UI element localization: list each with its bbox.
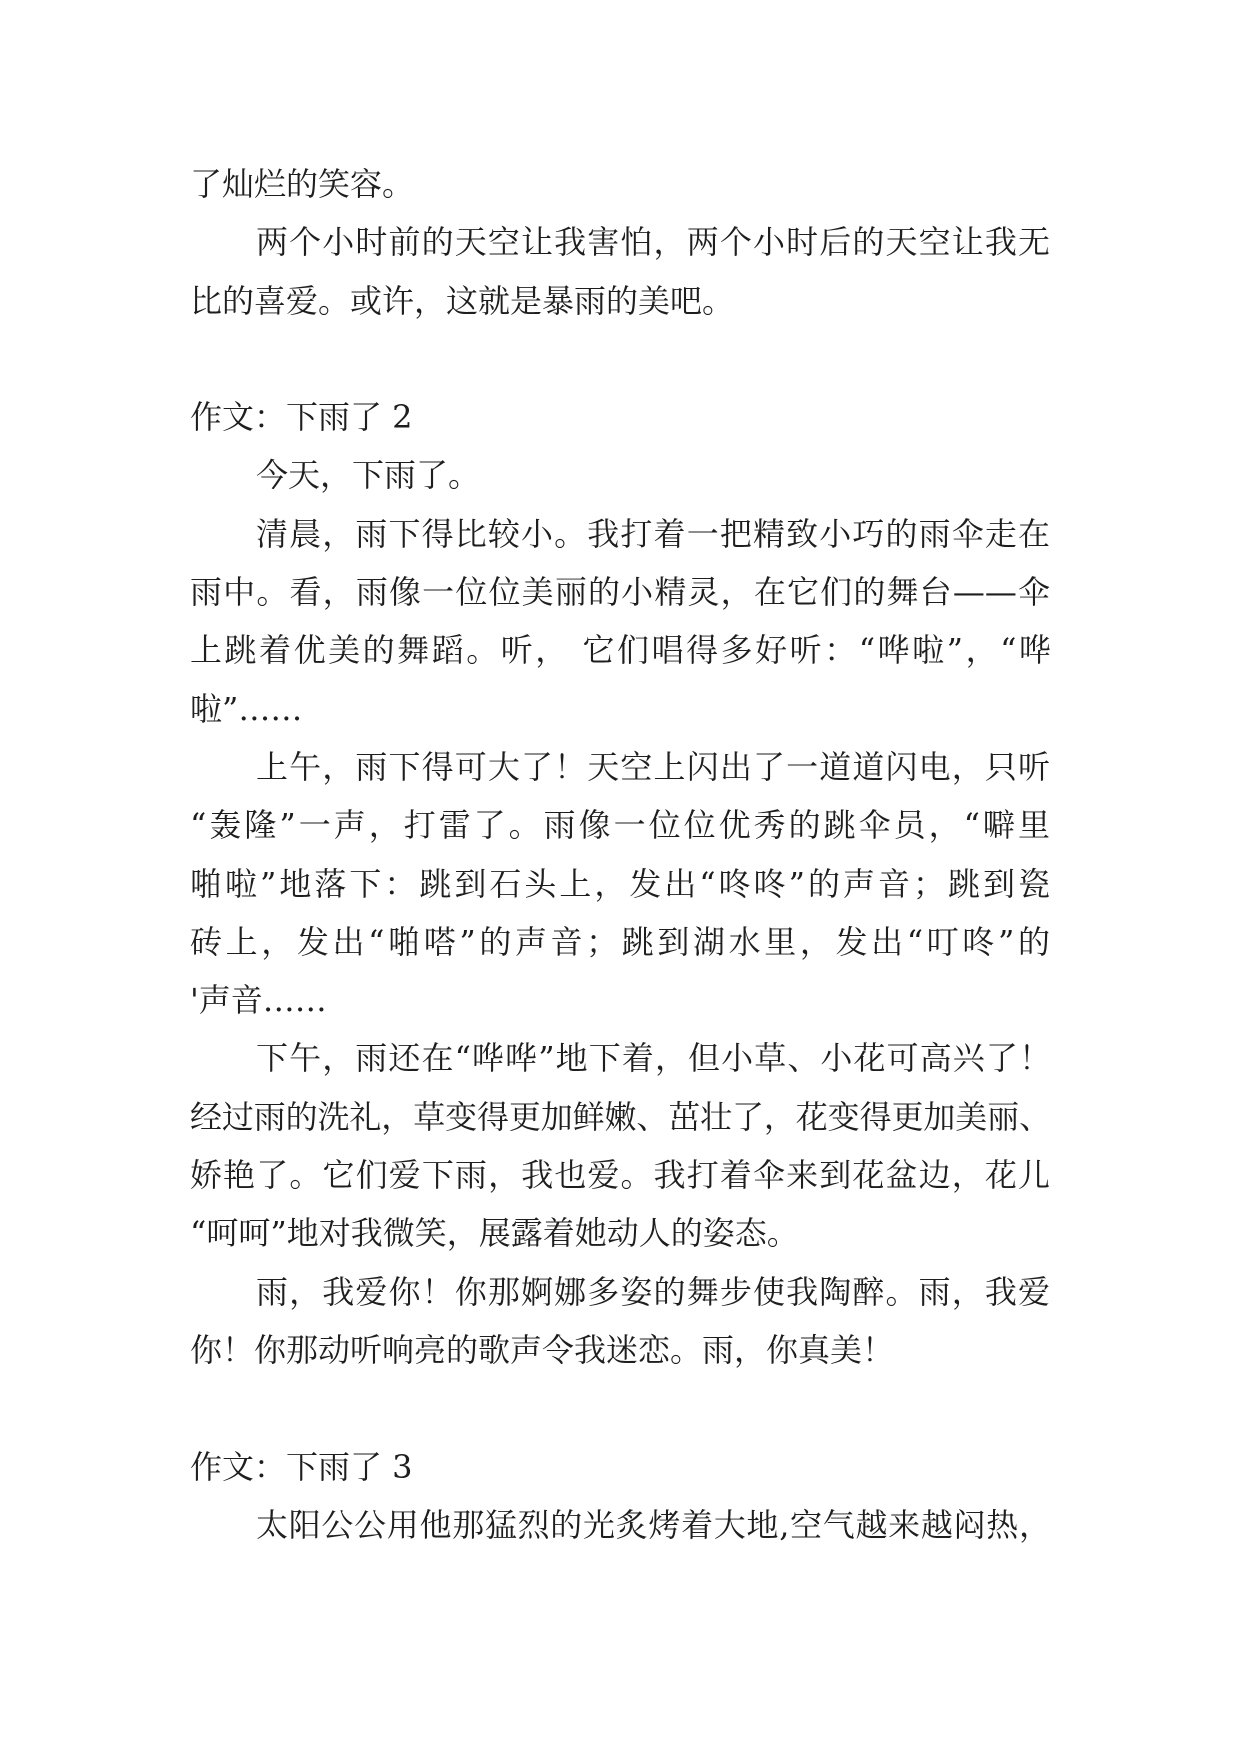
text-line: 雨中。看，雨像一位位美丽的小精灵，在它们的舞台——伞: [190, 573, 1050, 612]
text-line: 啪啦”地落下：跳到石头上，发出“咚咚”的声音；跳到瓷: [190, 864, 1050, 903]
paragraph-first-line: 今天，下雨了。: [256, 456, 481, 495]
text-line: 娇艳了。它们爱下雨，我也爱。我打着伞来到花盆边，花儿: [190, 1156, 1050, 1195]
paragraph-first-line: 清晨，雨下得比较小。我打着一把精致小巧的雨伞走在: [256, 514, 1050, 553]
text-line: 了灿烂的笑容。: [190, 165, 415, 203]
text-line: 比的喜爱。或许，这就是暴雨的美吧。: [190, 281, 735, 320]
text-line: “轰隆”一声，打雷了。雨像一位位优秀的跳伞员，“噼里: [190, 806, 1050, 845]
text-line: 啦”……: [190, 689, 303, 728]
blank-line: [190, 1379, 1050, 1437]
section-heading: 作文：下雨了 3: [190, 1447, 413, 1486]
text-line: 你！你那动听响亮的歌声令我迷恋。雨，你真美！: [190, 1330, 895, 1369]
text-line: 经过雨的洗礼，草变得更加鲜嫩、茁壮了，花变得更加美丽、: [190, 1097, 1050, 1136]
paragraph-first-line: 雨，我爱你！你那婀娜多姿的舞步使我陶醉。雨，我爱: [256, 1272, 1050, 1311]
text-line: 砖上，发出“啪嗒”的声音；跳到湖水里，发出“叮咚”的: [190, 922, 1050, 961]
paragraph-first-line: 上午，雨下得可大了！天空上闪出了一道道闪电，只听: [256, 747, 1050, 786]
paragraph-first-line: 下午，雨还在“哗哗”地下着，但小草、小花可高兴了！: [256, 1039, 1050, 1078]
paragraph-first-line: 两个小时前的天空让我害怕，两个小时后的天空让我无: [256, 223, 1050, 262]
section-heading: 作文：下雨了 2: [190, 398, 413, 437]
text-line: “呵呵”地对我微笑，展露着她动人的姿态。: [190, 1214, 799, 1253]
paragraph-first-line: 太阳公公用他那猛烈的光炙烤着大地,空气越来越闷热，: [256, 1505, 1050, 1544]
text-line: 上跳着优美的舞蹈。听， 它们唱得多好听：“哗啦”，“哗: [190, 631, 1050, 670]
text-line: '声音……: [190, 981, 327, 1020]
document-body: [190, 155, 1050, 1554]
blank-line: [190, 330, 1050, 388]
